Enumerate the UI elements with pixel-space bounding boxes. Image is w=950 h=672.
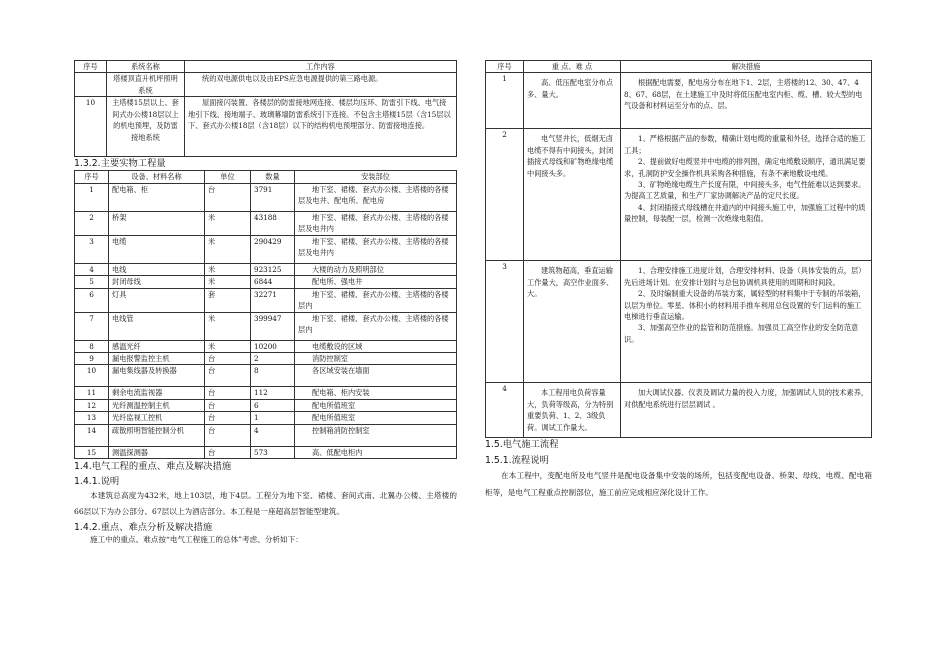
install-location: 配电所值班室 — [295, 399, 457, 411]
row-number: 12 — [75, 399, 109, 411]
unit: 米 — [205, 235, 251, 263]
measure-paragraph: 1、严格根据产品的参数，精确计划电缆的重量和外径，选择合适的施工工具； — [624, 134, 866, 155]
measure-paragraph: 3、加强高空作业的监管和防范措施。加强员工高空作业的安全防范意识。 — [624, 323, 859, 344]
row-number: 4 — [75, 263, 109, 275]
header-cell: 数量 — [251, 171, 295, 183]
install-location: 高、低配电柜内 — [295, 446, 457, 458]
install-location: 地下室、裙楼、套式办公楼、主塔楼的各楼层及电井、配电所、配电房 — [295, 183, 457, 211]
table-row — [486, 73, 872, 129]
row-number: 6 — [75, 288, 109, 312]
material-name: 剩余电流监视器 — [109, 387, 205, 399]
install-location: 地下室、裙楼、套式办公楼、主塔楼的各楼层及电井内 — [295, 211, 457, 235]
unit: 台 — [205, 183, 251, 211]
quantity: 3791 — [251, 183, 295, 211]
material-name: 光纤测温控制主机 — [109, 399, 205, 411]
section-heading-1-5-1: 1.5.1.流程说明 — [485, 455, 549, 467]
table-row — [75, 288, 457, 312]
table-row — [75, 353, 457, 365]
section-heading-1-5: 1.5.电气施工流程 — [485, 439, 559, 451]
difficulty: 本工程用电负荷容量大，负荷等级高，分为特别重要负荷、1、2、3级负荷。调试工作量大。 — [524, 383, 621, 438]
header-cell: 重 点、难 点 — [524, 61, 621, 73]
section-heading-1-4: 1.4.电气工程的重点、难点及解决措施 — [74, 461, 232, 473]
header-cell: 安装部位 — [295, 171, 457, 183]
material-name: 漏电集线器及转换器 — [109, 365, 205, 387]
table-row — [75, 365, 457, 387]
table-row — [75, 97, 457, 157]
measure-paragraph: 4、封闭插接式母线槽在井道内的中间接头施工中，加强施工过程中的质量控制，每装配一层，检测一次绝缘电阻值。 — [624, 202, 866, 224]
table-row — [75, 263, 457, 275]
unit: 台 — [205, 399, 251, 411]
row-number: 1 — [75, 183, 109, 211]
section-heading-1-3-2: 1.3.2.主要实物工程量 — [74, 158, 166, 170]
quantity: 8 — [251, 365, 295, 387]
material-name: 电线管 — [109, 312, 205, 340]
quantity: 573 — [251, 446, 295, 458]
row-number: 1 — [486, 73, 524, 129]
quantity: 43188 — [251, 211, 295, 235]
row-number: 15 — [75, 446, 109, 458]
row-number: 5 — [75, 276, 109, 288]
unit: 米 — [205, 211, 251, 235]
table-row — [75, 387, 457, 399]
quantity: 4 — [251, 424, 295, 446]
key-difficulties-table — [485, 60, 872, 438]
header-cell: 工作内容 — [185, 61, 457, 73]
quantity: 2 — [251, 353, 295, 365]
material-name: 封闭母线 — [109, 276, 205, 288]
row-number: 13 — [75, 412, 109, 424]
system-scope-table — [74, 60, 457, 157]
material-name: 漏电报警监控主机 — [109, 353, 205, 365]
quantity: 6 — [251, 399, 295, 411]
table-row — [75, 183, 457, 211]
table-header-row — [486, 61, 872, 73]
measure — [621, 383, 872, 438]
table-row — [75, 412, 457, 424]
section-heading-1-4-1: 1.4.1.说明 — [74, 476, 120, 488]
row-number — [75, 73, 107, 97]
unit: 米 — [205, 276, 251, 288]
quantity: 6844 — [251, 276, 295, 288]
row-number: 11 — [75, 387, 109, 399]
install-location: 地下室、裙楼、套式办公楼、主塔楼的各楼层内 — [295, 312, 457, 340]
quantity-table — [74, 170, 457, 459]
header-cell: 序号 — [75, 171, 109, 183]
table-header-row — [75, 61, 457, 73]
row-number: 2 — [75, 211, 109, 235]
install-location: 各区域安装在墙面 — [295, 365, 457, 387]
table-row — [486, 383, 872, 438]
header-cell: 序号 — [75, 61, 107, 73]
header-cell: 系统名称 — [107, 61, 185, 73]
measure-paragraph: 根据配电需要，配电房分布在地下1、2层，主塔楼的12、30、47、48、67、68层，在土建施工中及时将低压配电室内柜、缆、槽、较大型的电气设备和材料运至分布的点、层。 — [624, 78, 863, 111]
quantity: 10200 — [251, 340, 295, 352]
install-location: 大楼的动力及照明部位 — [295, 263, 457, 275]
table-row — [75, 446, 457, 458]
table-row — [486, 261, 872, 383]
quantity: 112 — [251, 387, 295, 399]
table-row — [75, 340, 457, 352]
left-column — [74, 60, 457, 546]
row-number: 3 — [75, 235, 109, 263]
paragraph-1-5-1: 在本工程中，变配电所及电气竖井是配电设备集中安装的场所，包括变配电设备、桥架、母线、电缆、配电箱柜等，是电气工程重点控制部位，施工前应完成相应深化设计工作。 — [485, 471, 872, 498]
row-number: 9 — [75, 353, 109, 365]
unit: 台 — [205, 412, 251, 424]
row-number: 10 — [75, 97, 107, 157]
paragraph-1-4-1: 本建筑总高度为432米，地上103层，地下4层。工程分为地下室、裙楼、套间式南、北翼办公楼、主塔楼的66层以下为办公部分、67层以上为酒店部分。本工程是一座超高层智能型建筑。 — [74, 491, 457, 517]
table-row — [75, 276, 457, 288]
measure-paragraph: 1、合理安排施工进度计划，合理安排材料、设备（具体安装的点，层）先后进场计划。在安排计划时与总包协调机具使用的周期和时间段。 — [624, 266, 866, 287]
row-number: 4 — [486, 383, 524, 438]
install-location: 地下室、裙楼、套式办公楼、主塔楼的各楼层及电井内 — [295, 235, 457, 263]
system-name: 塔楼顶直升机坪照明系统 — [107, 73, 185, 97]
header-cell: 序号 — [486, 61, 524, 73]
table-row — [75, 235, 457, 263]
table-row — [75, 211, 457, 235]
row-number: 3 — [486, 261, 524, 383]
install-location: 控制箱消防控制室 — [295, 424, 457, 446]
material-name: 电缆 — [109, 235, 205, 263]
header-cell: 解决措施 — [621, 61, 872, 73]
table-header-row — [75, 171, 457, 183]
table-row — [75, 312, 457, 340]
right-column — [485, 60, 872, 501]
header-cell: 设备、材料名称 — [109, 171, 205, 183]
material-name: 疏散照明智能控制分机 — [109, 424, 205, 446]
unit: 台 — [205, 387, 251, 399]
material-name: 桥架 — [109, 211, 205, 235]
row-number: 8 — [75, 340, 109, 352]
row-number: 14 — [75, 424, 109, 446]
install-location: 配电所值班室 — [295, 412, 457, 424]
unit: 米 — [205, 263, 251, 275]
quantity: 32271 — [251, 288, 295, 312]
material-name: 感温光纤 — [109, 340, 205, 352]
table-row — [75, 424, 457, 446]
difficulty: 建筑物超高，垂直运输工作量大，高空作业面多、大。 — [524, 261, 621, 383]
work-content: 屋面接闪装置、各楼层的防雷接地网连接、楼层均压环、防雷引下线、电气接地引下线、接地端子、玻璃幕墙防雷系统引下连接。不包含主塔楼15层（含15层以下、套式办公楼18层（含18层）以下的结构机电预埋部分、防雷接地连接。 — [185, 97, 457, 157]
material-name: 测温探测器 — [109, 446, 205, 458]
quantity: 1 — [251, 412, 295, 424]
measure — [621, 261, 872, 383]
table-row — [486, 129, 872, 261]
work-content: 统的双电源供电以及由EPS应急电源提供的第三路电源。 — [185, 73, 457, 97]
unit: 台 — [205, 365, 251, 387]
measure — [621, 73, 872, 129]
material-name: 灯具 — [109, 288, 205, 312]
install-location: 电缆敷设的区域 — [295, 340, 457, 352]
measure-paragraph: 2、提前做好电缆竖井中电缆的排列图，确定电缆敷设顺序，通讯满足要求，孔洞防护安全操作机具采购各种措施，有条不紊地敷设电缆。 — [624, 157, 866, 178]
measure-paragraph: 3、矿物绝缘电缆生产长度有限，中间接头多，电气性能难以达到要求。为提高工艺质量，和生产厂家协调解决产品的定尺长度。 — [624, 180, 866, 201]
quantity: 923125 — [251, 263, 295, 275]
measure — [621, 129, 872, 261]
measure-paragraph: 加大调试仪器、仪表及调试力量的投入力度，加强调试人员的技术素养，对供配电系统进行层层调试 。 — [624, 388, 869, 409]
quantity: 290429 — [251, 235, 295, 263]
system-name: 主塔楼15层以上、套间式办公楼18层以上的机电预埋，及防雷接地系统 — [107, 97, 185, 157]
install-location: 地下室、裙楼、套式办公楼、主塔楼的各楼层内 — [295, 288, 457, 312]
difficulty: 电气竖井长，低烟无卤电缆不得有中间接头，封闭插接式母线和矿物绝缘电缆中间接头多。 — [524, 129, 621, 261]
install-location: 配电箱、柜内安装 — [295, 387, 457, 399]
table-row — [75, 399, 457, 411]
row-number: 7 — [75, 312, 109, 340]
material-name: 电线 — [109, 263, 205, 275]
install-location: 配电所、强电井 — [295, 276, 457, 288]
quantity: 399947 — [251, 312, 295, 340]
install-location: 消防控制室 — [295, 353, 457, 365]
measure-paragraph: 2、及时编制重大设备的吊装方案，属轻型的材料集中于专制的吊装箱，以层为单位。零星、体积小的材料用手推车利用总包设置的专门运料的施工电梯进行垂直运输。 — [624, 289, 866, 322]
header-cell: 单位 — [205, 171, 251, 183]
material-name: 配电箱、柜 — [109, 183, 205, 211]
row-number: 10 — [75, 365, 109, 387]
unit: 台 — [205, 424, 251, 446]
unit: 米 — [205, 340, 251, 352]
unit: 套 — [205, 288, 251, 312]
table-row — [75, 73, 457, 97]
unit: 台 — [205, 446, 251, 458]
material-name: 光纤监视工控机 — [109, 412, 205, 424]
section-heading-1-4-2: 1.4.2.重点、难点分析及解决措施 — [74, 522, 213, 534]
unit: 台 — [205, 353, 251, 365]
unit: 米 — [205, 312, 251, 340]
difficulty: 高、低压配电室分布点多、量大。 — [524, 73, 621, 129]
row-number: 2 — [486, 129, 524, 261]
paragraph-1-4-2: 施工中的重点、难点按“电气工程施工的总体”考虑、分析如下： — [90, 535, 303, 545]
